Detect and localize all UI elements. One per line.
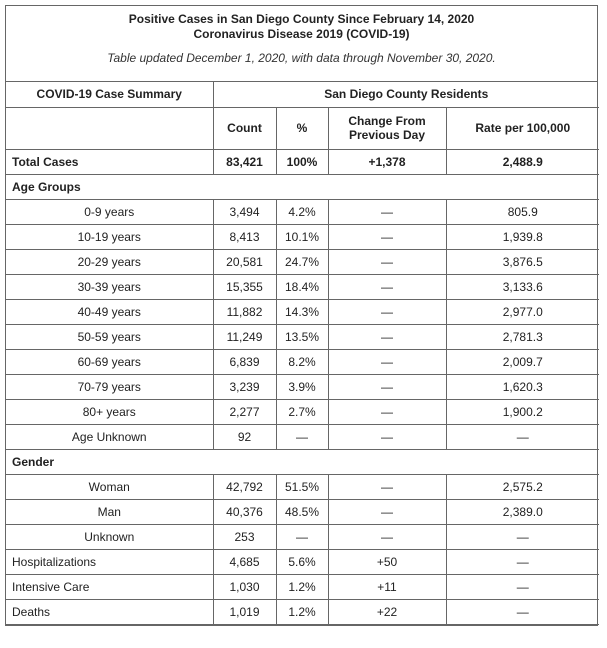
- table-row: [6, 249, 599, 274]
- change-cell: —: [328, 424, 446, 449]
- percent-cell: 51.5%: [276, 474, 328, 499]
- change-header-line2: Previous Day: [348, 128, 426, 142]
- percent-cell: 10.1%: [276, 224, 328, 249]
- table-row: [6, 474, 599, 499]
- count-cell: 11,882: [213, 299, 276, 324]
- change-cell: —: [328, 349, 446, 374]
- rate-cell: 3,133.6: [446, 274, 599, 299]
- change-cell: —: [328, 324, 446, 349]
- percent-header: %: [276, 107, 328, 149]
- change-cell: —: [328, 299, 446, 324]
- percent-cell: 1.2%: [276, 574, 328, 599]
- percent-cell: 18.4%: [276, 274, 328, 299]
- change-cell: +22: [328, 599, 446, 624]
- change-cell: —: [328, 374, 446, 399]
- percent-cell: 2.7%: [276, 399, 328, 424]
- count-cell: 1,030: [213, 574, 276, 599]
- row-label: 80+ years: [6, 399, 213, 424]
- change-cell: +1,378: [328, 149, 446, 174]
- count-cell: 6,839: [213, 349, 276, 374]
- rate-cell: 2,781.3: [446, 324, 599, 349]
- rate-cell: 2,389.0: [446, 499, 599, 524]
- table-row: [6, 324, 599, 349]
- change-header-line1: Change From: [348, 114, 426, 128]
- rate-cell: —: [446, 524, 599, 549]
- count-cell: 20,581: [213, 249, 276, 274]
- header-row-2: [6, 107, 599, 149]
- percent-cell: 3.9%: [276, 374, 328, 399]
- count-cell: 4,685: [213, 549, 276, 574]
- rate-cell: 2,977.0: [446, 299, 599, 324]
- table-row: [6, 349, 599, 374]
- section-label: Gender: [6, 449, 599, 474]
- age-groups-section-row: [6, 174, 599, 199]
- row-label: Age Unknown: [6, 424, 213, 449]
- rate-cell: 1,939.8: [446, 224, 599, 249]
- change-cell: +50: [328, 549, 446, 574]
- blank-header-cell: [6, 107, 213, 149]
- table-row: [6, 399, 599, 424]
- change-cell: —: [328, 499, 446, 524]
- rate-cell: 1,900.2: [446, 399, 599, 424]
- residents-header: San Diego County Residents: [213, 82, 599, 107]
- row-label: Hospitalizations: [6, 549, 213, 574]
- count-cell: 3,494: [213, 199, 276, 224]
- count-cell: 40,376: [213, 499, 276, 524]
- row-label: 0-9 years: [6, 199, 213, 224]
- percent-cell: 14.3%: [276, 299, 328, 324]
- row-label: Woman: [6, 474, 213, 499]
- table-caption: [6, 6, 597, 82]
- rate-cell: —: [446, 574, 599, 599]
- count-cell: 3,239: [213, 374, 276, 399]
- count-header: Count: [213, 107, 276, 149]
- percent-cell: 13.5%: [276, 324, 328, 349]
- row-label: Intensive Care: [6, 574, 213, 599]
- table-row: [6, 574, 599, 599]
- count-cell: 15,355: [213, 274, 276, 299]
- table-row: [6, 299, 599, 324]
- percent-cell: 5.6%: [276, 549, 328, 574]
- percent-cell: 100%: [276, 149, 328, 174]
- gender-section-row: [6, 449, 599, 474]
- change-cell: —: [328, 249, 446, 274]
- count-cell: 253: [213, 524, 276, 549]
- percent-cell: 48.5%: [276, 499, 328, 524]
- table-row: [6, 424, 599, 449]
- change-cell: +11: [328, 574, 446, 599]
- change-cell: —: [328, 274, 446, 299]
- header-row-1: [6, 82, 599, 107]
- change-cell: —: [328, 224, 446, 249]
- summary-header: COVID-19 Case Summary: [6, 82, 213, 107]
- change-cell: —: [328, 199, 446, 224]
- row-label: 30-39 years: [6, 274, 213, 299]
- count-cell: 42,792: [213, 474, 276, 499]
- change-cell: —: [328, 399, 446, 424]
- caption-title: Positive Cases in San Diego County Since February 14, 2020: [128, 12, 475, 26]
- rate-header: Rate per 100,000: [446, 107, 599, 149]
- table-row: [6, 374, 599, 399]
- percent-cell: 4.2%: [276, 199, 328, 224]
- table-row: [6, 499, 599, 524]
- table-row: [6, 599, 599, 624]
- rate-cell: 2,575.2: [446, 474, 599, 499]
- row-label: 40-49 years: [6, 299, 213, 324]
- table-row: [6, 549, 599, 574]
- percent-cell: —: [276, 524, 328, 549]
- percent-cell: 1.2%: [276, 599, 328, 624]
- table-row: [6, 199, 599, 224]
- row-label: Unknown: [6, 524, 213, 549]
- rate-cell: —: [446, 424, 599, 449]
- table-row: [6, 524, 599, 549]
- case-summary-panel: [5, 5, 598, 626]
- percent-cell: —: [276, 424, 328, 449]
- count-cell: 8,413: [213, 224, 276, 249]
- row-label: 20-29 years: [6, 249, 213, 274]
- rate-cell: 2,488.9: [446, 149, 599, 174]
- caption-subtitle: Coronavirus Disease 2019 (COVID-19): [193, 27, 410, 41]
- rate-cell: —: [446, 599, 599, 624]
- count-cell: 1,019: [213, 599, 276, 624]
- change-cell: —: [328, 524, 446, 549]
- rate-cell: 3,876.5: [446, 249, 599, 274]
- row-label: Man: [6, 499, 213, 524]
- table-row: [6, 224, 599, 249]
- rate-cell: 1,620.3: [446, 374, 599, 399]
- row-label: Total Cases: [6, 149, 213, 174]
- row-label: 50-59 years: [6, 324, 213, 349]
- row-label: 10-19 years: [6, 224, 213, 249]
- count-cell: 2,277: [213, 399, 276, 424]
- case-summary-table: [6, 82, 599, 625]
- row-label: 60-69 years: [6, 349, 213, 374]
- caption-updated-note: Table updated December 1, 2020, with data through November 30, 2020.: [107, 51, 496, 65]
- percent-cell: 24.7%: [276, 249, 328, 274]
- change-header: [328, 107, 446, 149]
- count-cell: 92: [213, 424, 276, 449]
- rate-cell: 2,009.7: [446, 349, 599, 374]
- count-cell: 83,421: [213, 149, 276, 174]
- total-cases-row: [6, 149, 599, 174]
- table-row: [6, 274, 599, 299]
- percent-cell: 8.2%: [276, 349, 328, 374]
- section-label: Age Groups: [6, 174, 599, 199]
- rate-cell: 805.9: [446, 199, 599, 224]
- row-label: 70-79 years: [6, 374, 213, 399]
- rate-cell: —: [446, 549, 599, 574]
- row-label: Deaths: [6, 599, 213, 624]
- count-cell: 11,249: [213, 324, 276, 349]
- change-cell: —: [328, 474, 446, 499]
